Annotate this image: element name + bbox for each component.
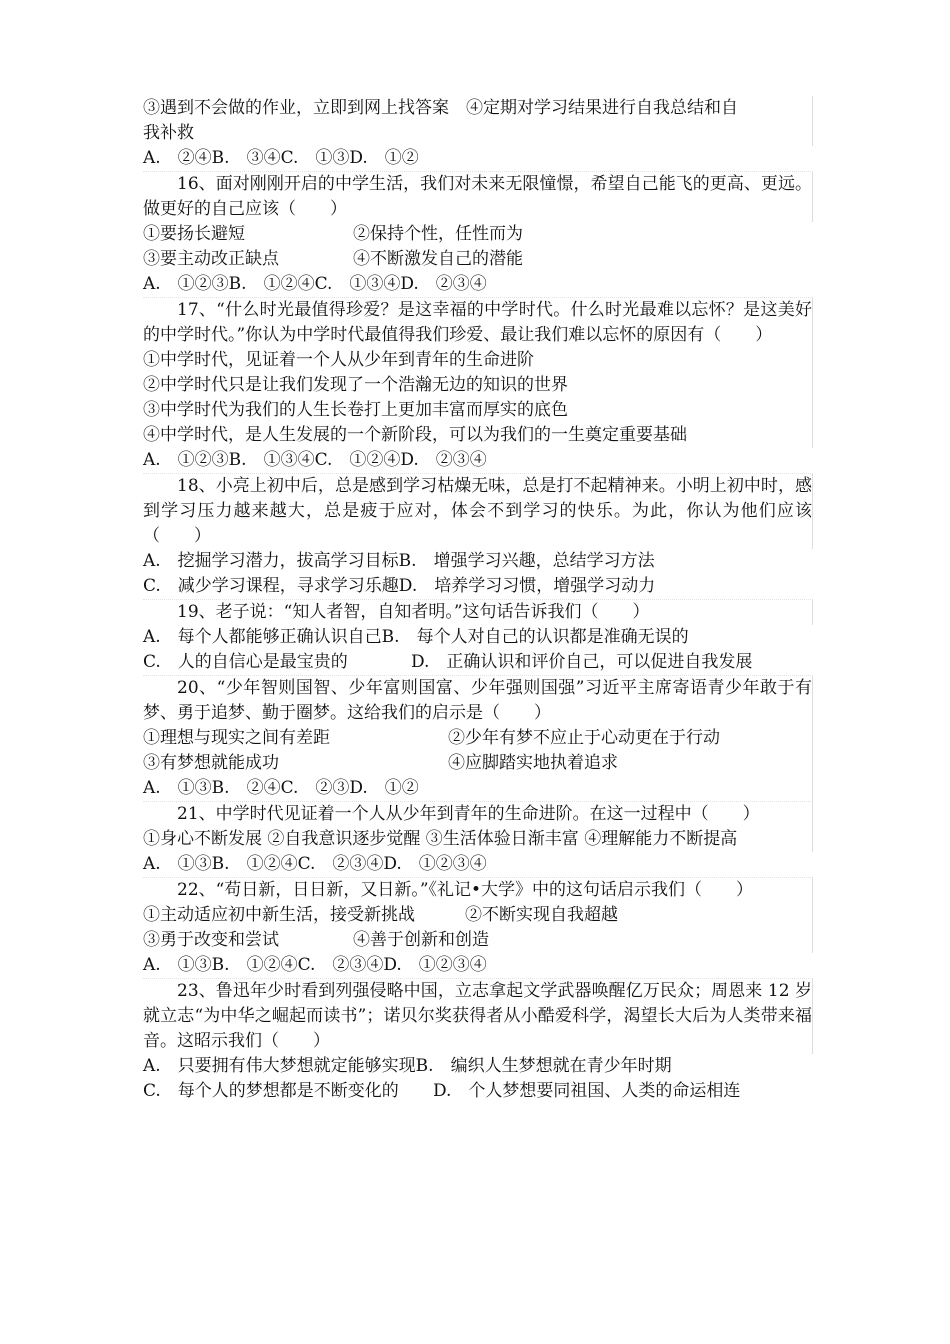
q20-stem: 20、“少年智则国智、少年富则国富、少年强则国强”习近平主席寄语青少年敢于有梦、勇于追梦、勤于圈梦。这给我们的启示是（ ） — [143, 678, 812, 723]
q15-option-line-1: ③遇到不会做的作业，立即到网上找答案 ④定期对学习结果进行自我总结和自 — [143, 98, 738, 118]
q16-option-3: ③要主动改正缺点 — [143, 249, 279, 269]
q16-answer-choices: A. ①②③B. ①②④C. ①③④D. ②③④ — [143, 274, 487, 294]
q22-option-2: ②不断实现自我超越 — [465, 905, 618, 925]
q20-options-row-1 — [143, 726, 812, 751]
question-21 — [143, 801, 813, 852]
q17-option-2: ②中学时代只是让我们发现了一个浩瀚无边的知识的世界 — [143, 375, 568, 395]
q20-option-1: ①理想与现实之间有差距 — [143, 728, 330, 748]
q16-option-1: ①要扬长避短 — [143, 224, 245, 244]
q16-option-4: ④不断激发自己的潜能 — [353, 249, 523, 269]
q22-answer-choices: A. ①③B. ①②④C. ②③④D. ①②③④ — [143, 955, 487, 975]
q23-option-c: C. 每个人的梦想都是不断变化的 — [143, 1081, 399, 1101]
q15-option-line-2: 我补救 — [143, 123, 194, 143]
q20-option-3: ③有梦想就能成功 — [143, 753, 279, 773]
question-17 — [143, 297, 813, 448]
q22-option-1: ①主动适应初中新生活，接受新挑战 — [143, 905, 415, 925]
q16-options-row-1 — [143, 222, 813, 247]
exam-page — [143, 96, 813, 1104]
q22-stem: 22、“苟日新，日日新，又日新。”《礼记•大学》中的这句话启示我们（ ） — [177, 880, 754, 900]
q22-options-row-2 — [143, 928, 812, 953]
q20-option-4: ④应脚踏实地执着追求 — [448, 753, 618, 773]
q16-option-2: ②保持个性，任性而为 — [353, 224, 523, 244]
q23-option-d: D. 个人梦想要同祖国、人类的命运相连 — [433, 1081, 741, 1101]
q20-options-row-2 — [143, 751, 812, 776]
q20-answer-choices: A. ①③B. ②④C. ②③D. ①② — [143, 778, 419, 798]
q17-stem: 17、“什么时光最值得珍爱？是这幸福的中学时代。什么时光最难以忘怀？是这美好的中学时代。”你认为中学时代最值得我们珍爱、最让我们难以忘怀的原因有（ ） — [143, 300, 812, 345]
q22-option-4: ④善于创新和创造 — [353, 930, 489, 950]
q19-stem: 19、老子说：“知人者智，自知者明。”这句话告诉我们（ ） — [177, 602, 650, 622]
q23-stem: 23、鲁迅年少时看到列强侵略中国，立志拿起文学武器唤醒亿万民众；周恩来 12 岁就立志“为中华之崛起而读书”；诺贝尔奖获得者从小酷爱科学，渴望长大后为人类带来福音。这昭示我们（ ） — [143, 981, 812, 1051]
q19-option-c: C. 人的自信心是最宝贵的 — [143, 652, 348, 672]
q23-options-c-d — [143, 1079, 813, 1104]
question-16 — [143, 171, 813, 222]
q16-options-row-2 — [143, 247, 813, 272]
q19-option-d: D. 正确认识和评价自己，可以促进自我发展 — [411, 652, 753, 672]
q22-option-3: ③勇于改变和尝试 — [143, 930, 279, 950]
q17-option-1: ①中学时代，见证着一个人从少年到青年的生命进阶 — [143, 350, 534, 370]
q21-options: ①身心不断发展 ②自我意识逐步觉醒 ③生活体验日渐丰富 ④理解能力不断提高 — [143, 829, 738, 849]
q22-options-row-1 — [143, 903, 812, 928]
q17-answer-choices: A. ①②③B. ①③④C. ①②④D. ②③④ — [143, 450, 487, 470]
q19-options-c-d — [143, 650, 813, 675]
q15-answer-choices: A. ②④B. ③④C. ①③D. ①② — [143, 148, 419, 168]
q19-options-a-b: A. 每个人都能够正确认识自己B. 每个人对自己的认识都是准确无误的 — [143, 627, 689, 647]
q17-option-3: ③中学时代为我们的人生长卷打上更加丰富而厚实的底色 — [143, 400, 568, 420]
question-22 — [143, 877, 813, 953]
q17-option-4: ④中学时代，是人生发展的一个新阶段，可以为我们的一生奠定重要基础 — [143, 425, 687, 445]
q16-stem: 16、面对刚刚开启的中学生活，我们对未来无限憧憬，希望自己能飞的更高、更远。做更好的自己应该（ ） — [143, 174, 812, 219]
q20-option-2: ②少年有梦不应止于心动更在于行动 — [448, 728, 720, 748]
q21-stem: 21、中学时代见证着一个人从少年到青年的生命进阶。在这一过程中（ ） — [177, 804, 760, 824]
question-23 — [143, 978, 813, 1054]
q21-answer-choices: A. ①③B. ①②④C. ②③④D. ①②③④ — [143, 854, 487, 874]
q18-stem: 18、小亮上初中后，总是感到学习枯燥无味，总是打不起精神来。小明上初中时，感到学习压力越来越大，总是疲于应对，体会不到学习的快乐。为此，你认为他们应该（ ） — [143, 476, 812, 546]
q18-options-a-b: A. 挖掘学习潜力，拔高学习目标B. 增强学习兴趣，总结学习方法 — [143, 551, 655, 571]
question-18 — [143, 473, 813, 549]
question-19 — [143, 599, 813, 625]
q23-options-a-b: A. 只要拥有伟大梦想就定能够实现B. 编织人生梦想就在青少年时期 — [143, 1056, 672, 1076]
question-20 — [143, 675, 813, 801]
q18-options-c-d: C. 减少学习课程，寻求学习乐趣D. 培养学习习惯，增强学习动力 — [143, 576, 656, 596]
question-15-tail — [143, 96, 813, 146]
